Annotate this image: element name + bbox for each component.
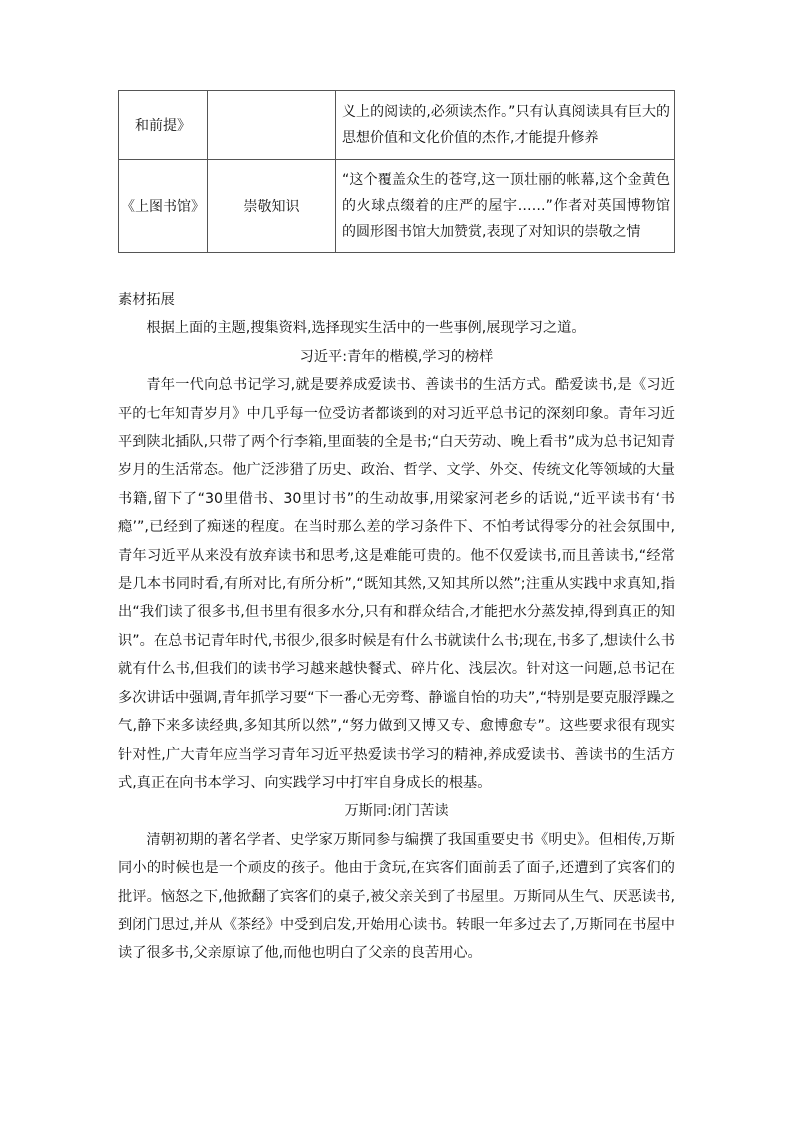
table-cell-title: 和前提》: [119, 91, 208, 160]
story-paragraph: 清朝初期的著名学者、史学家万斯同参与编撰了我国重要史书《明史》。但相传,万斯同小的时候也是一个顽皮的孩子。他由于贪玩,在宾客们面前丢了面子,还遭到了宾客们的批评。恼怒之下,他掀翻了宾客们的桌子,被父亲关到了书屋里。万斯同从生气、厌恶读书,到闭门思过,并从《茶经》中受到启发,开始用心读书。转眼一年多过去了,万斯同在书屋中读了很多书,父亲原谅了他,而他也明白了父亲的良苦用心。: [118, 831, 675, 962]
section-intro: 根据上面的主题,搜集资料,选择现实生活中的一些事例,展现学习之道。: [146, 320, 586, 337]
main-content: [118, 286, 675, 968]
table-row: [119, 91, 675, 160]
table-cell-theme: 崇敬知识: [208, 160, 336, 253]
story-title: 万斯同:闭门苦读: [344, 803, 449, 820]
section-heading: 素材拓展: [118, 292, 175, 308]
table-cell-content: 义上的阅读的,必须读杰作。”只有认真阅读具有巨大的思想价值和文化价值的杰作,才能提升修养: [336, 91, 675, 160]
reading-theme-table: [118, 90, 675, 253]
story-paragraph: 青年一代向总书记学习,就是要养成爱读书、善读书的生活方式。酷爱读书,是《习近平的七年知青岁月》中几乎每一位受访者都谈到的对习近平总书记的深刻印象。青年习近平到陕北插队,只带了两个行李箱,里面装的全是书;“白天劳动、晚上看书”成为总书记知青岁月的生活常态。他广泛涉猎了历史、政治、哲学、文学、外交、传统文化等领域的大量书籍,留下了“30里借书、30里讨书”的生动故事,用梁家河老乡的话说,“近平读书有‘书瘾’”,已经到了痴迷的程度。在当时那么差的学习条件下、不怕考试得零分的社会氛围中,青年习近平从来没有放弃读书和思考,这是难能可贵的。他不仅爱读书,而且善读书,“经常是几本书同时看,有所对比,有所分析”,“既知其然,又知其所以然”;注重从实践中求真知,指出“我们读了很多书,但书里有很多水分,只有和群众结合,才能把水分蒸发掉,得到真正的知识”。在总书记青年时代,书很少,很多时候是有什么书就读什么书;现在,书多了,想读什么书就有什么书,但我们的读书学习越来越快餐式、碎片化、浅层次。针对这一问题,总书记在多次讲话中强调,青年抓学习要“下一番心无旁骛、静谧自怡的功夫”,“特别是要克服浮躁之气,静下来多读经典,多知其所以然”,“努力做到又博又专、愈博愈专”。这些要求很有现实针对性,广大青年应当学习青年习近平热爱读书学习的精神,养成爱读书、善读书的生活方式,真正在向书本学习、向实践学习中打牢自身成长的根基。: [118, 377, 675, 791]
table-cell-theme: [208, 91, 336, 160]
story-title: 习近平:青年的楷模,学习的榜样: [299, 348, 494, 365]
table-row: [119, 160, 675, 253]
table-cell-content: “这个覆盖众生的苍穹,这一顶壮丽的帐幕,这个金黄色的火球点缀着的庄严的屋宇……”作者对英国博物馆的圆形图书馆大加赞赏,表现了对知识的崇敬之情: [336, 160, 675, 253]
table-cell-title: 《上图书馆》: [119, 160, 208, 253]
